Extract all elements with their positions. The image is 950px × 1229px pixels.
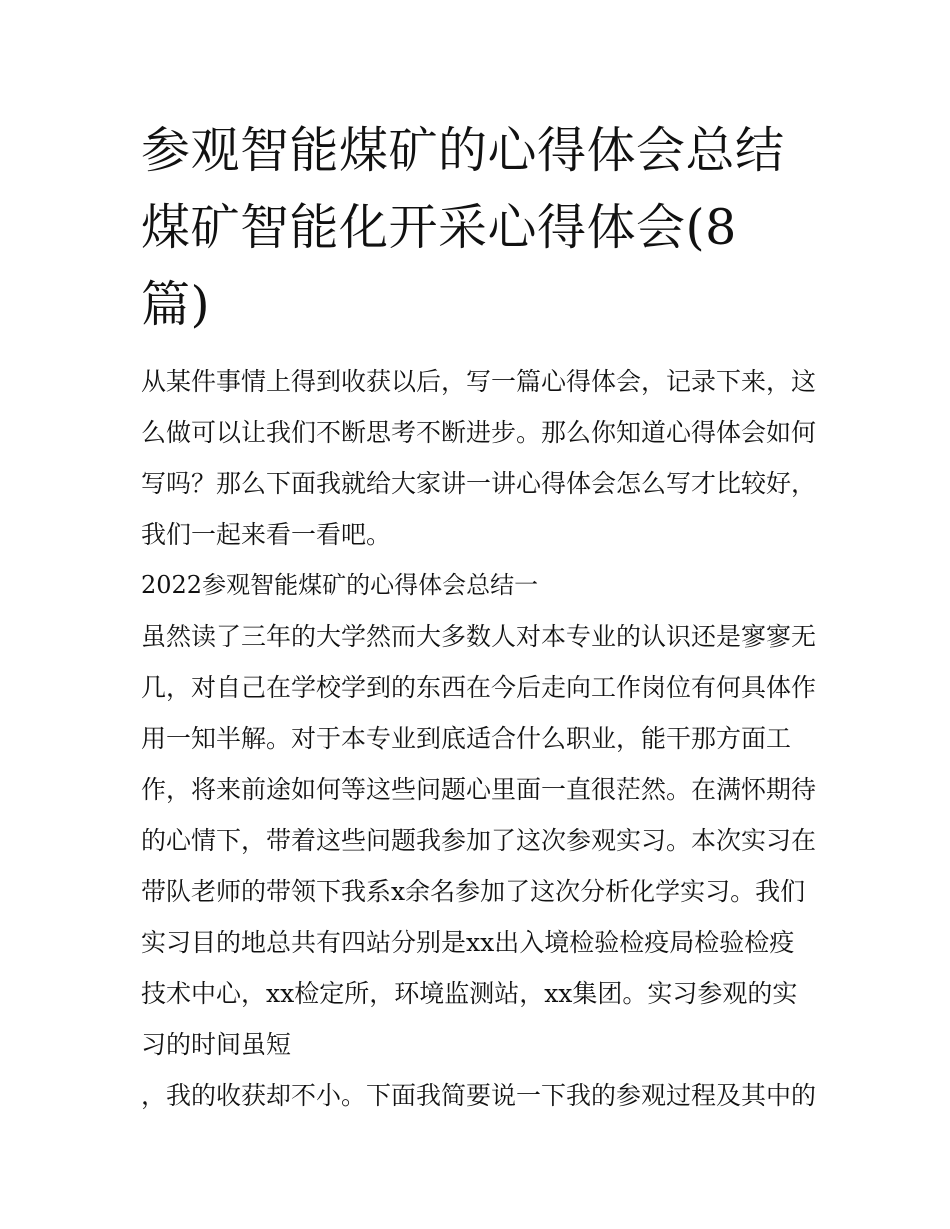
section-line-1: 虽然读了三年的大学然而大多数人对本专业的认识还是寥寥无 — [141, 622, 817, 651]
title-line-1: 参观智能煤矿的心得体会总结 — [141, 122, 785, 179]
intro-line-2: 么做可以让我们不断思考不断进步。那么你知道心得体会如何 — [141, 418, 817, 447]
section-heading: 2022参观智能煤矿的心得体会总结一 — [141, 571, 539, 599]
intro-line-3: 写吗？那么下面我就给大家讲一讲心得体会怎么写才比较好， — [141, 469, 817, 498]
section-line-8: 技术中心，xx检定所，环境监测站，xx集团。实习参观的实 — [141, 979, 798, 1008]
section-line-7: 实习目的地总共有四站分别是xx出入境检验检疫局检验检疫 — [141, 928, 795, 957]
section-line-5: 的心情下，带着这些问题我参加了这次参观实习。本次实习在 — [141, 826, 817, 855]
section-line-9: 习的时间虽短 — [141, 1030, 292, 1059]
section-line-4: 作，将来前途如何等这些问题心里面一直很茫然。在满怀期待 — [141, 775, 817, 804]
title-line-3: 篇) — [141, 276, 211, 333]
document-body — [141, 356, 821, 1121]
section-line-6: 带队老师的带领下我系x余名参加了这次分析化学实习。我们 — [141, 877, 806, 906]
document-title — [141, 112, 821, 343]
title-line-2: 煤矿智能化开采心得体会(8 — [141, 199, 737, 256]
section-line-2: 几，对自己在学校学到的东西在今后走向工作岗位有何具体作 — [141, 673, 817, 702]
section-line-10: ，我的收获却不小。下面我简要说一下我的参观过程及其中的 — [141, 1081, 817, 1110]
section-line-3: 用一知半解。对于本专业到底适合什么职业，能干那方面工 — [141, 724, 792, 753]
intro-line-4: 我们一起来看一看吧。 — [141, 520, 392, 549]
intro-line-1: 从某件事情上得到收获以后，写一篇心得体会，记录下来，这 — [141, 367, 817, 396]
